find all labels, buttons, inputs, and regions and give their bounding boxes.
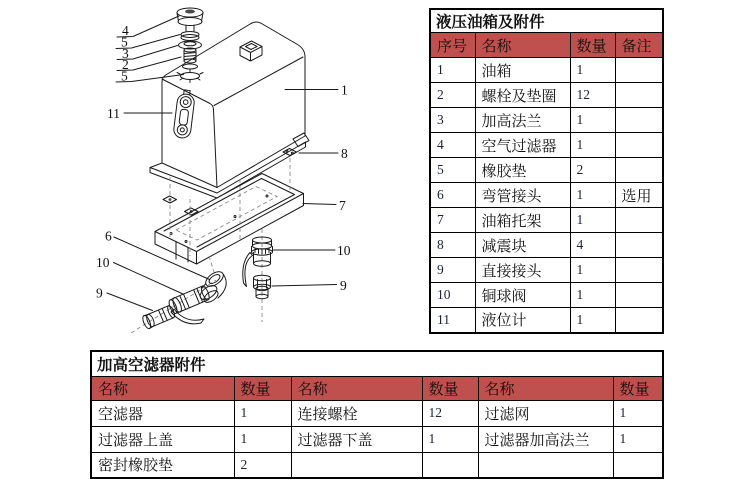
cell-name: 油箱: [475, 58, 570, 83]
table-row: [430, 58, 663, 83]
cell-name: 过滤器加高法兰: [478, 426, 613, 452]
cell-qty: 1: [570, 108, 615, 133]
cell-name: 螺栓及垫圈: [475, 83, 570, 108]
cell-no: 6: [430, 183, 475, 208]
table-row: [430, 83, 663, 108]
cell-name: 直接接头: [475, 258, 570, 283]
callout-6: 6: [105, 228, 112, 244]
col-header-qty-2: 数量: [422, 376, 478, 400]
callout-9-right: 9: [340, 278, 347, 293]
cell-name: 橡胶垫: [475, 158, 570, 183]
exploded-view-diagram: [0, 0, 430, 350]
callout-leader-lines: [107, 16, 338, 311]
table-title-row: [91, 351, 663, 376]
table-row: [91, 452, 663, 478]
cell-name: 减震块: [475, 233, 570, 258]
callout-3: 3: [122, 46, 129, 61]
cell-name: 加高法兰: [475, 108, 570, 133]
cell-qty: 2: [570, 158, 615, 183]
air-filter-accessories-table: [90, 350, 664, 479]
cell-no: 11: [430, 308, 475, 333]
col-header-note: 备注: [615, 33, 663, 58]
table-title-row: [430, 9, 663, 33]
callout-8: 8: [341, 146, 348, 161]
cell-qty: 1: [613, 426, 663, 452]
cell-qty: 1: [234, 400, 291, 426]
table-row: [430, 183, 663, 208]
cell-no: 8: [430, 233, 475, 258]
col-header-qty: 数量: [570, 33, 615, 58]
cell-name: 油箱托架: [475, 208, 570, 233]
cell-qty: 1: [570, 58, 615, 83]
air-filter-stack: [177, 8, 203, 83]
table-row: [430, 158, 663, 183]
cell-qty: 1: [613, 400, 663, 426]
table-row: [91, 426, 663, 452]
cell-note: [615, 108, 663, 133]
cell-no: 2: [430, 83, 475, 108]
table-row: [430, 208, 663, 233]
col-header-name-1: 名称: [91, 376, 234, 400]
cell-qty: 12: [422, 400, 478, 426]
table-header-row: [91, 376, 663, 400]
col-header-name-3: 名称: [478, 376, 613, 400]
table-row: [430, 258, 663, 283]
cell-note: [615, 233, 663, 258]
cell-note: [615, 158, 663, 183]
oil-tank-body: [150, 22, 309, 198]
cell-name: 过滤网: [478, 400, 613, 426]
callout-5b: 5: [121, 68, 128, 84]
valve-lever-right: [243, 253, 253, 287]
cell-name: 连接螺栓: [291, 400, 422, 426]
cell-note: [615, 58, 663, 83]
col-header-name: 名称: [475, 33, 570, 58]
cell-qty: 2: [234, 452, 291, 478]
cell-qty: 1: [570, 258, 615, 283]
cell-qty: 1: [570, 283, 615, 308]
cell-name: 过滤器上盖: [91, 426, 234, 452]
cell-qty: 1: [422, 426, 478, 452]
cell-no: 10: [430, 283, 475, 308]
cell-name: 空气过滤器: [475, 133, 570, 158]
cell-no: 5: [430, 158, 475, 183]
callout-4: 4: [122, 23, 129, 38]
hydraulic-tank-parts-table: [429, 8, 664, 334]
cell-qty: 1: [570, 183, 615, 208]
cell-qty: 12: [570, 83, 615, 108]
cell-no: 1: [430, 58, 475, 83]
table-header-row: [430, 33, 663, 58]
callout-1: 1: [341, 82, 348, 98]
filter-table-title: 加高空滤器附件: [91, 351, 663, 376]
cell-no: 4: [430, 133, 475, 158]
cell-name: 液位计: [475, 308, 570, 333]
cell-qty: [422, 452, 478, 478]
cell-qty: 4: [570, 233, 615, 258]
col-header-qty-3: 数量: [613, 376, 663, 400]
callout-7: 7: [339, 198, 346, 213]
col-header-no: 序号: [430, 33, 475, 58]
level-gauge: [173, 89, 196, 139]
table-row: [91, 400, 663, 426]
cell-qty: [613, 452, 663, 478]
col-header-name-2: 名称: [291, 376, 422, 400]
callout-10-left: 10: [96, 255, 110, 270]
cell-note: 选用: [615, 183, 663, 208]
cell-qty: 1: [234, 426, 291, 452]
cell-note: [615, 133, 663, 158]
table-row: [430, 108, 663, 133]
valve-lever-left: [171, 309, 204, 324]
callout-numbers: [96, 23, 351, 301]
tank-table-title: 液压油箱及附件: [430, 9, 663, 33]
cell-name: [291, 452, 422, 478]
cell-note: [615, 208, 663, 233]
cell-name: 过滤器下盖: [291, 426, 422, 452]
cell-note: [615, 308, 663, 333]
cell-name: 铜球阀: [475, 283, 570, 308]
ball-valve-right: [252, 237, 273, 266]
table-row: [430, 233, 663, 258]
callout-9-left: 9: [96, 285, 103, 301]
cell-note: [615, 258, 663, 283]
cell-note: [615, 83, 663, 108]
callout-11: 11: [107, 106, 120, 121]
cell-name: 密封橡胶垫: [91, 452, 234, 478]
table-row: [430, 283, 663, 308]
table-row: [430, 133, 663, 158]
cell-qty: 1: [570, 208, 615, 233]
table-row: [430, 308, 663, 333]
callout-2: 2: [122, 57, 129, 72]
cell-name: 弯管接头: [475, 183, 570, 208]
cell-name: [478, 452, 613, 478]
cell-note: [615, 283, 663, 308]
callout-5a: 5: [121, 34, 128, 50]
cell-no: 3: [430, 108, 475, 133]
cell-qty: 1: [570, 308, 615, 333]
cell-no: 7: [430, 208, 475, 233]
cell-no: 9: [430, 258, 475, 283]
cell-name: 空滤器: [91, 400, 234, 426]
col-header-qty-1: 数量: [234, 376, 291, 400]
callout-10-right: 10: [337, 243, 351, 258]
cell-qty: 1: [570, 133, 615, 158]
